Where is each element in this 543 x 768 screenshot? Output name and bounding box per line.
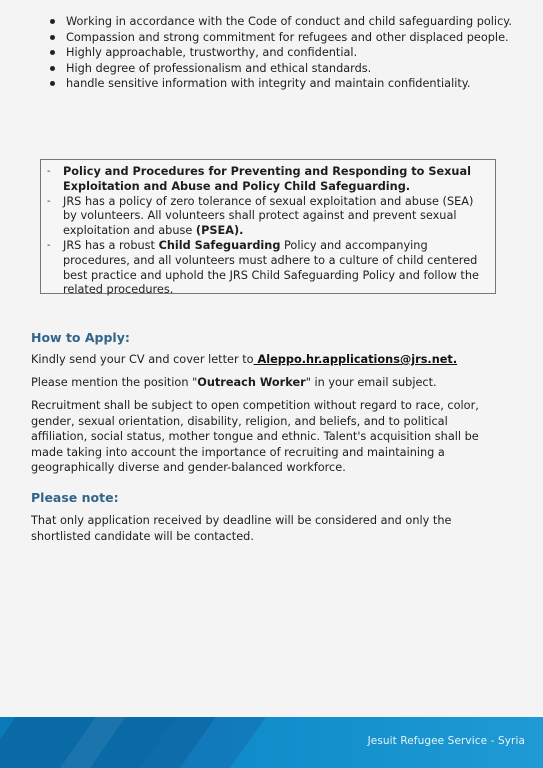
policy-safeguarding-item (47, 239, 485, 298)
mention-post: " in your email subject. (305, 376, 437, 389)
policy-sea-item (47, 195, 485, 239)
dash-marker: - (47, 239, 51, 251)
please-note-heading: Please note: (31, 490, 119, 505)
list-item: Compassion and strong commitment for refugees and other displaced people. (48, 30, 518, 46)
mention-pre: Please mention the position " (31, 376, 198, 389)
list-item: Working in accordance with the Code of conduct and child safeguarding policy. (48, 14, 518, 30)
policy-title-item (47, 165, 485, 195)
dash-marker: - (47, 166, 51, 177)
policy-safeguarding-bold: Child Safeguarding (158, 238, 281, 252)
recruitment-text: Recruitment shall be subject to open competition without regard to race, color, gender, sexual orientation, disability, religion, and beliefs, and to political affiliation, social status, mother tongue and ethnic. Talent's acquisition shall be made taking into account the importance of recruiting and maintaining a geographically diverse and gender-balanced workforce. (31, 399, 479, 474)
requirements-list (48, 14, 518, 92)
note-text: That only application received by deadline will be considered and only the shortlisted candidate will be contacted. (31, 514, 452, 543)
dash-marker: - (47, 195, 51, 207)
policy-safeguarding-post: Policy and accompanying procedures, and all volunteers must adhere to a culture of child centered best practice and uphold the JRS Child Safeguarding Policy and follow the related procedures. (63, 238, 479, 297)
send-cv-text (31, 352, 501, 368)
send-cv-pre: Kindly send your CV and cover letter to (31, 353, 254, 366)
mention-position-text (31, 375, 501, 391)
list-item: High degree of professionalism and ethical standards. (48, 61, 518, 77)
how-to-apply-heading: How to Apply: (31, 330, 130, 345)
policy-title: Policy and Procedures for Preventing and Responding to Sexual Exploitation and Abuse and Policy Child Safeguarding. (63, 165, 471, 193)
policy-box (40, 159, 496, 297)
footer-banner (0, 717, 543, 768)
list-item: Highly approachable, trustworthy, and confidential. (48, 45, 518, 61)
policy-psea: (PSEA). (195, 224, 244, 238)
list-item: handle sensitive information with integrity and maintain confidentiality. (48, 76, 518, 92)
position-name: Outreach Worker (197, 376, 306, 389)
policy-sea-text: JRS has a policy of zero tolerance of sexual exploitation and abuse (SEA) by volunteers. All volunteers shall protect against and prevent sexual exploitation and abuse (63, 194, 474, 238)
footer-org-name: Jesuit Refugee Service - Syria (367, 735, 525, 747)
email-link[interactable]: Aleppo.hr.applications@jrs.net. (253, 353, 458, 366)
policy-safeguarding-pre: JRS has a robust (63, 238, 159, 252)
